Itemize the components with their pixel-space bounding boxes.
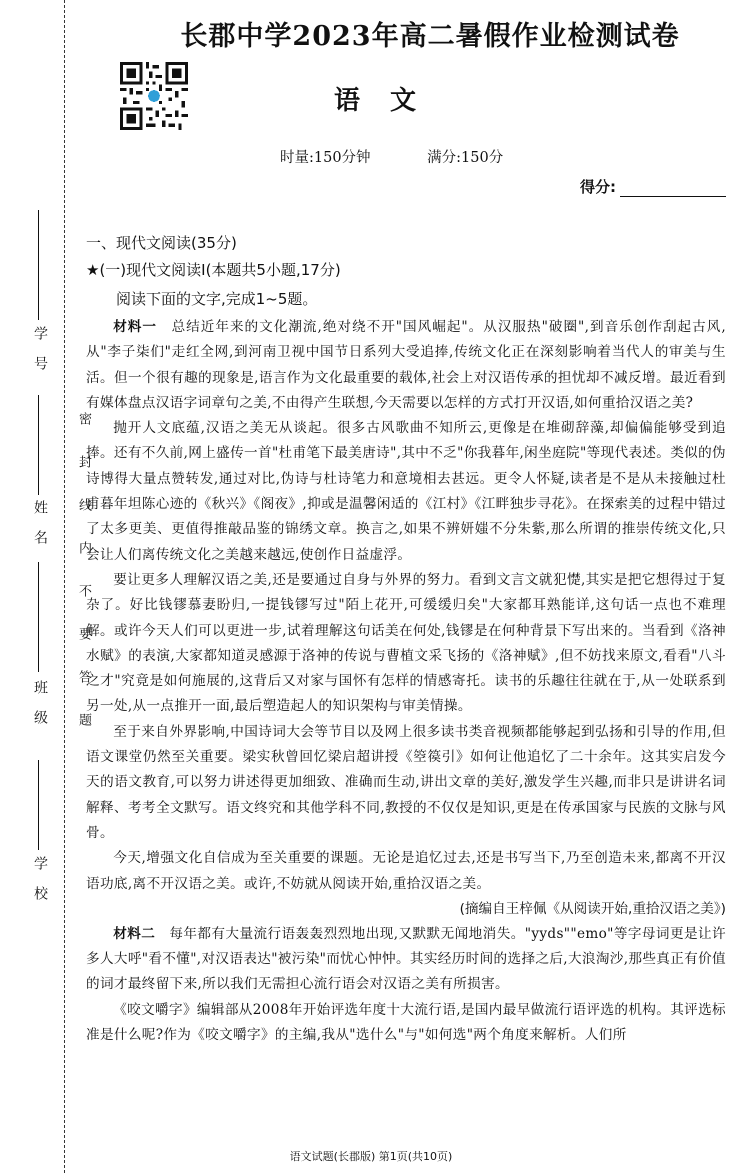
school-field[interactable] [30,760,46,850]
name-field[interactable] [30,395,46,495]
material2-label: 材料二 [113,925,156,942]
exam-meta [280,146,551,167]
material1-paragraph [86,315,726,416]
paragraph-text: 总结近年来的文化潮流,绝对绕不开"国风崛起"。从汉服热"破圈",到音乐创作刮起古风,从"李子柒们"走红全网,到河南卫视中国节日系列大受追捧,传统文化正在深刻影响着当代人的审美与生活。但一个很有趣的现象是,语言作为文化最重要的载体,社会上对汉语传承的担忧却不减反增。最近看到有媒体盘点汉语字词章句之美,不由得产生联想,今天需要以怎样的方式打开汉语,如何重拾汉语之美? [86,319,726,411]
reading-section [86,232,726,1048]
paragraph-text: 每年都有大量流行语轰轰烈烈地出现,又默默无闻地消失。"yyds""emo"等字母词更是让许多人大呼"看不懂",对汉语表达"被污染"而忧心忡忡。其实经历时间的选择之后,大浪淘沙,那些真正有价值的词才最终留下来,所以我们无需担心流行语会对汉语之美有所损害。 [86,925,727,993]
student-no-field[interactable] [30,210,46,320]
class-label: 班级 [32,680,48,740]
score-blank[interactable] [620,180,726,197]
class-field[interactable] [30,562,46,672]
section-heading: 一、现代文阅读(35分) [86,234,237,252]
school-label: 学校 [32,856,48,916]
material1-source: (摘编自王梓佩《从阅读开始,重拾汉语之美》) [459,900,726,917]
seal-warning-text: 密封线内不要答题 [76,412,91,756]
time-limit: 时量:150分钟 [280,150,371,166]
binding-dashed-line [64,0,65,1173]
section-instructions: 阅读下面的文字,完成1~5题。 [116,290,318,308]
exam-title: 长郡中学2023年高二暑假作业检测试卷 [180,21,680,52]
section-subheading: ★(一)现代文阅读Ⅰ(本题共5小题,17分) [86,261,341,279]
name-label: 姓名 [32,500,48,560]
qr-code-icon [120,62,188,130]
score-field[interactable] [580,176,726,197]
material2-paragraph [86,922,726,998]
material1-paragraph: 要让更多人理解汉语之美,还是要通过自身与外界的努力。看到文言文就犯憷,其实是把它想得过于复杂了。好比钱镠慕妻盼归,一提钱镠写过"陌上花开,可缓缓归矣"大家都耳熟能详,这句话一点也不难理解。或许今天人们可以更进一步,试着理解这句话美在何处,钱镠是在何种背景下写出来的。当看到《洛神水赋》的表演,大家都知道灵感源于洛神的传说与曹植文采飞扬的《洛神赋》,但不妨找来原文,看看"八斗之才"究竟是如何施展的,这背后又对家与国怀有怎样的情感寄托。读书的乐趣往往就在于,从一处联系到另一处,从一点推开一面,最后塑造起人的知识架构与审美情操。 [86,571,726,715]
page-footer: 语文试题(长郡版) 第1页(共10页) [289,1150,453,1163]
score-label: 得分: [580,178,616,196]
material1-paragraph: 抛开人文底蕴,汉语之美无从谈起。很多古风歌曲不知所云,更像是在堆砌辞藻,却偏偏能够受到追捧。还有不久前,网上盛传一首"杜甫笔下最美唐诗",其中不乏"你我暮年,闲坐庭院"等现代表述。类似的伪诗博得大量点赞转发,通过对比,伪诗与杜诗笔力和意境相去甚远。更令人怀疑,读者是不是从未接触过杜甫暮年坦陈心迹的《秋兴》《阁夜》,抑或是温馨闲适的《江村》《江畔独步寻花》。在探索美的过程中错过了太多更美、更值得推敲品鉴的锦绣文章。换言之,如果不辨妍媸不分朱紫,那么所谓的推崇传统文化,只会让人们离传统文化之美越来越远,使创作日益虚浮。 [86,420,727,563]
student-no-label: 学号 [32,326,48,386]
material1-paragraph: 至于来自外界影响,中国诗词大会等节目以及网上很多读书类音视频都能够起到弘扬和引导的作用,但语文课堂仍然至关重要。梁实秋曾回忆梁启超讲授《箜篌引》如何让他追忆了二十余年。这其实启发今天的语文教育,可以努力讲述得更加细致、准确而生动,讲出文章的美好,激发学生兴趣,而非只是讲讲名词解释、考考全文默写。语文终究和其他学科不同,教授的不仅仅是知识,更是在传承国家与民族的文脉与风骨。 [86,723,726,841]
full-score: 满分:150分 [427,150,504,166]
material2-paragraph: 《咬文嚼字》编辑部从2008年开始评选年度十大流行语,是国内最早做流行语评选的机构。其评选标准是什么呢?作为《咬文嚼字》的主编,我从"选什么"与"如何选"两个角度来解析。人们所 [86,1001,726,1044]
material1-paragraph: 今天,增强文化自信成为至关重要的课题。无论是追忆过去,还是书写当下,乃至创造未来,都离不开汉语功底,离不开汉语之美。或许,不妨就从阅读开始,重拾汉语之美。 [86,850,726,892]
material1-label: 材料一 [113,319,157,335]
subject-title: 语文 [333,86,446,116]
